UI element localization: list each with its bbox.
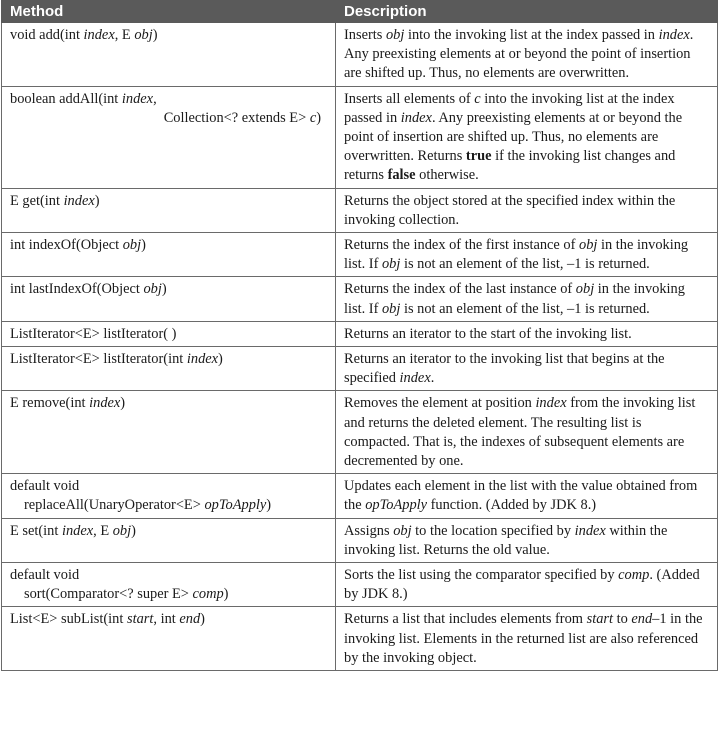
text-segment: default void [10, 567, 80, 584]
table-row [2, 233, 718, 277]
method-line-continued [10, 109, 327, 128]
text-segment: . Any preexisting elements at or beyond the point of insertion are shifted up. Thus, no elements are overwritten. Returns [344, 109, 683, 165]
text-segment: obj [393, 522, 412, 539]
text-segment: to the location specified by [411, 522, 575, 539]
method-signature [2, 518, 336, 562]
text-segment: index [89, 395, 121, 412]
text-segment: index [535, 395, 567, 412]
table-row [2, 188, 718, 232]
method-signature [2, 23, 336, 87]
method-line [10, 350, 327, 369]
text-segment: from the invoking list and returns the deleted element. The resulting list is compacted. That is, the indexes of subsequent elements are decremented by one. [344, 395, 696, 470]
method-signature [2, 474, 336, 518]
text-segment: obj [579, 237, 598, 254]
text-segment: ) [218, 351, 223, 368]
method-column-header: Method [2, 1, 336, 23]
method-line [10, 26, 327, 45]
text-segment: opToApply [365, 497, 428, 514]
text-segment: ) [141, 237, 146, 254]
text-segment: ) [266, 497, 272, 514]
method-signature [2, 277, 336, 321]
method-signature [2, 563, 336, 607]
text-segment: Inserts [344, 27, 386, 43]
text-segment: c [474, 90, 481, 107]
text-segment: obj [134, 27, 153, 43]
method-description [336, 563, 718, 607]
text-segment: replaceAll(UnaryOperator<E> [24, 497, 205, 514]
text-segment: obj [381, 300, 401, 317]
method-description [336, 474, 718, 518]
text-segment: obj [385, 27, 405, 43]
text-segment: ListIterator<E> listIterator( ) [10, 325, 177, 342]
text-segment: is not an element of the list, –1 is returned. [400, 300, 650, 317]
text-segment: E set(int [10, 522, 62, 539]
text-segment: . (Added by JDK 8.) [344, 567, 700, 603]
text-segment: ) [152, 27, 158, 43]
text-segment: if the invoking list changes and returns [344, 148, 676, 184]
text-segment: index [399, 370, 431, 387]
text-segment: Returns the index of the last instance of [344, 281, 576, 298]
text-segment: false [387, 167, 416, 184]
text-segment: opToApply [204, 497, 267, 514]
text-segment: index [400, 109, 432, 126]
text-segment: default void [10, 478, 80, 495]
text-segment: int indexOf(Object [10, 237, 123, 254]
text-segment: obj [112, 522, 132, 539]
table-row [2, 347, 718, 391]
text-segment: comp [618, 567, 650, 584]
description-column-header: Description [336, 1, 718, 23]
text-segment: obj [381, 256, 401, 273]
text-segment: index [121, 90, 154, 107]
table-row [2, 277, 718, 321]
text-segment: ) [316, 109, 321, 126]
method-line [10, 610, 327, 629]
text-segment: Returns an iterator to the start of the invoking list. [344, 325, 632, 342]
table-row [2, 563, 718, 607]
text-segment: in the invoking list. If [344, 281, 685, 317]
text-segment: Returns an iterator to the invoking list that begins at the specified [344, 351, 665, 387]
method-line [10, 325, 327, 344]
text-segment: index [186, 351, 219, 368]
text-segment: ) [223, 586, 229, 603]
text-segment: E remove(int [10, 395, 90, 412]
text-segment: ListIterator<E> listIterator(int [10, 351, 187, 368]
text-segment: , E [114, 27, 135, 43]
text-segment: ) [200, 611, 205, 628]
methods-table [1, 0, 718, 671]
method-line [10, 522, 327, 541]
method-description [336, 518, 718, 562]
text-segment: Assigns [344, 522, 394, 539]
text-segment: sort(Comparator<? super E> [24, 586, 193, 603]
text-segment: end [631, 611, 653, 628]
text-segment: index [658, 27, 690, 43]
method-line [10, 90, 327, 109]
table-row [2, 391, 718, 474]
text-segment: . Any preexisting elements at or beyond the point of insertion are shifted up. Thus, no elements are overwritten. [344, 27, 694, 82]
text-segment: within the invoking list. Returns the old value. [344, 522, 668, 558]
table-row [2, 474, 718, 518]
text-segment: comp [192, 586, 224, 603]
text-segment: , [153, 90, 157, 107]
method-signature [2, 347, 336, 391]
text-segment: c [309, 109, 317, 126]
text-segment: ) [131, 522, 136, 539]
text-segment: Returns a list that includes elements from [344, 611, 587, 628]
text-segment: in the invoking list. If [344, 237, 689, 273]
text-segment: index [61, 522, 94, 539]
method-description [336, 347, 718, 391]
table-row [2, 607, 718, 671]
text-segment: into the invoking list at the index passed in [344, 90, 675, 126]
method-signature [2, 391, 336, 474]
text-segment: Inserts all elements of [344, 90, 475, 107]
table-row [2, 321, 718, 346]
text-segment: Sorts the list using the comparator specified by [344, 567, 619, 584]
text-segment: true [465, 148, 492, 165]
method-description [336, 23, 718, 87]
text-segment: obj [122, 237, 142, 254]
method-description [336, 607, 718, 671]
text-segment: obj [575, 281, 595, 298]
table-row [2, 86, 718, 188]
header-row [2, 1, 718, 23]
text-segment: int lastIndexOf(Object [10, 281, 144, 298]
text-segment: Collection<? extends E> [163, 109, 310, 126]
method-description [336, 277, 718, 321]
text-segment: Removes the element at position [344, 395, 536, 412]
method-description [336, 391, 718, 474]
table-body [2, 23, 718, 671]
table-row [2, 23, 718, 87]
text-segment: , int [153, 611, 180, 628]
text-segment: Returns the index of the first instance of [344, 237, 579, 254]
method-line [10, 394, 327, 413]
method-line-continued [10, 496, 327, 515]
text-segment: List<E> subList(int [10, 611, 127, 628]
table-row [2, 518, 718, 562]
text-segment: start [126, 611, 154, 628]
text-segment: otherwise. [415, 167, 479, 184]
method-line [10, 236, 327, 255]
method-line [10, 280, 327, 299]
text-segment: index [574, 522, 606, 539]
text-segment: Updates each element in the list with the value obtained from the [344, 478, 698, 514]
text-segment: boolean addAll(int [10, 90, 122, 107]
text-segment: function. (Added by JDK 8.) [427, 497, 597, 514]
text-segment: . [430, 370, 435, 387]
method-line [10, 477, 327, 496]
method-signature [2, 233, 336, 277]
text-segment: to [613, 611, 632, 628]
text-segment: Returns the object stored at the specified index within the invoking collection. [344, 192, 676, 228]
text-segment: index [83, 27, 115, 43]
method-signature [2, 188, 336, 232]
text-segment: ) [161, 281, 167, 298]
method-line-continued [10, 585, 327, 604]
text-segment: ) [120, 395, 126, 412]
method-description [336, 321, 718, 346]
method-line [10, 566, 327, 585]
text-segment: is not an element of the list, –1 is returned. [400, 256, 650, 273]
text-segment: void add(int [10, 27, 84, 43]
method-description [336, 86, 718, 188]
text-segment: ) [94, 192, 100, 209]
method-signature [2, 86, 336, 188]
method-signature [2, 321, 336, 346]
text-segment: , E [93, 522, 113, 539]
method-signature [2, 607, 336, 671]
text-segment: end [179, 611, 201, 628]
text-segment: –1 in the invoking list. Elements in the returned list are also referenced by the invoking object. [344, 611, 703, 666]
method-line [10, 192, 327, 211]
method-description [336, 233, 718, 277]
text-segment: start [586, 611, 613, 628]
text-segment: into the invoking list at the index passed in [404, 27, 659, 43]
text-segment: obj [143, 281, 162, 298]
method-description [336, 188, 718, 232]
text-segment: index [63, 192, 95, 209]
text-segment: E get(int [10, 192, 64, 209]
